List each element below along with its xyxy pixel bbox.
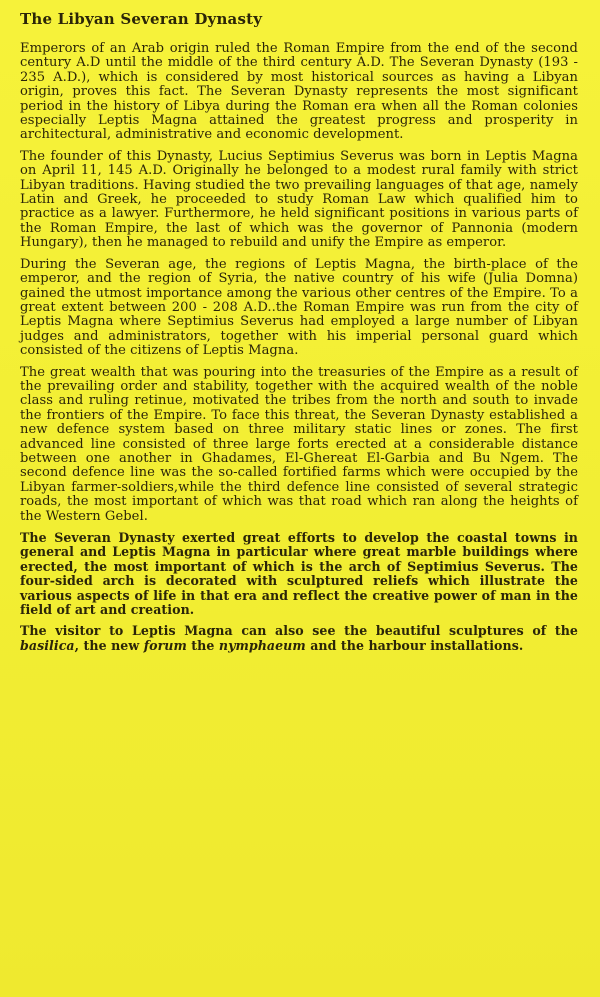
visitor-text-3: the: [186, 637, 219, 653]
visitor-text-1: The visitor to Leptis Magna can also see the beautiful sculptures of the: [20, 623, 578, 639]
paragraph-intro: Emperors of an Arab origin ruled the Roman Empire from the end of the second century A.D until the middle of the third century A.D. The Severan Dynasty (193 - 235 A.D.), which is considered by most historical sources as having a Libyan origin, proves this fact. The Severan Dynasty represents the most significant period in the history of Libya during the Roman era when all the Roman colonies especially Leptis Magna attained the greatest progress and prosperity in architectural, administrative and economic development.: [20, 41, 578, 143]
visitor-text-2: , the new: [74, 637, 144, 653]
paragraph-visitor: [20, 624, 578, 653]
paragraph-defence: The great wealth that was pouring into the treasuries of the Empire as a result of the prevailing order and stability, together with the acquired wealth of the noble class and ruling retinue, motivated the tribes from the north and south to invade the frontiers of the Empire. To face this threat, the Severan Dynasty established a new defence system based on three military static lines or zones. The first advanced line consisted of three large forts erected at a considerable distance between one another in Ghadames, El-Ghereat El-Garbia and Bu Ngem. The second defence line was the so-called fortified farms which were occupied by the Libyan farmer-soldiers,while the third defence line consisted of several strategic roads, the most important of which was that road which ran along the heights of the Western Gebel.: [20, 364, 578, 524]
nymphaeum-term: nymphaeum: [218, 637, 306, 653]
paragraph-architecture: The Severan Dynasty exerted great efforts to develop the coastal towns in general and Leptis Magna in particular where great marble buildings where erected, the most important of which is the arch of Septimius Severus. The four-sided arch is decorated with sculptured reliefs which illustrate the various aspects of life in that era and reflect the creative power of man in the field of art and creation.: [20, 530, 578, 618]
paragraph-severan-age: During the Severan age, the regions of Leptis Magna, the birth-place of the emperor, and the region of Syria, the native country of his wife (Julia Domna) gained the utmost importance among the various other centres of the Empire. To a great extent between 200 - 208 A.D..the Roman Empire was run from the city of Leptis Magna where Septimius Severus had employed a large number of Libyan judges and administrators, together with his imperial personal guard which consisted of the citizens of Leptis Magna.: [20, 256, 578, 359]
visitor-text-4: and the harbour installations.: [305, 637, 524, 653]
forum-term: forum: [143, 637, 187, 653]
page-title: The Libyan Severan Dynasty: [20, 10, 263, 28]
paragraph-founder: The founder of this Dynasty, Lucius Septimius Severus was born in Leptis Magna on April 11, 145 A.D. Originally he belonged to a modest rural family with strict Libyan traditions. Having studied the two prevailing languages of that age, namely Latin and Greek, he proceeded to study Roman Law which qualified him to practice as a lawyer. Furthermore, he held significant positions in various parts of the Roman Empire, the last of which was the governor of Pannonia (modern Hungary), then he managed to rebuild and unify the Empire as emperor.: [20, 148, 578, 251]
basilica-term: basilica: [20, 637, 75, 653]
